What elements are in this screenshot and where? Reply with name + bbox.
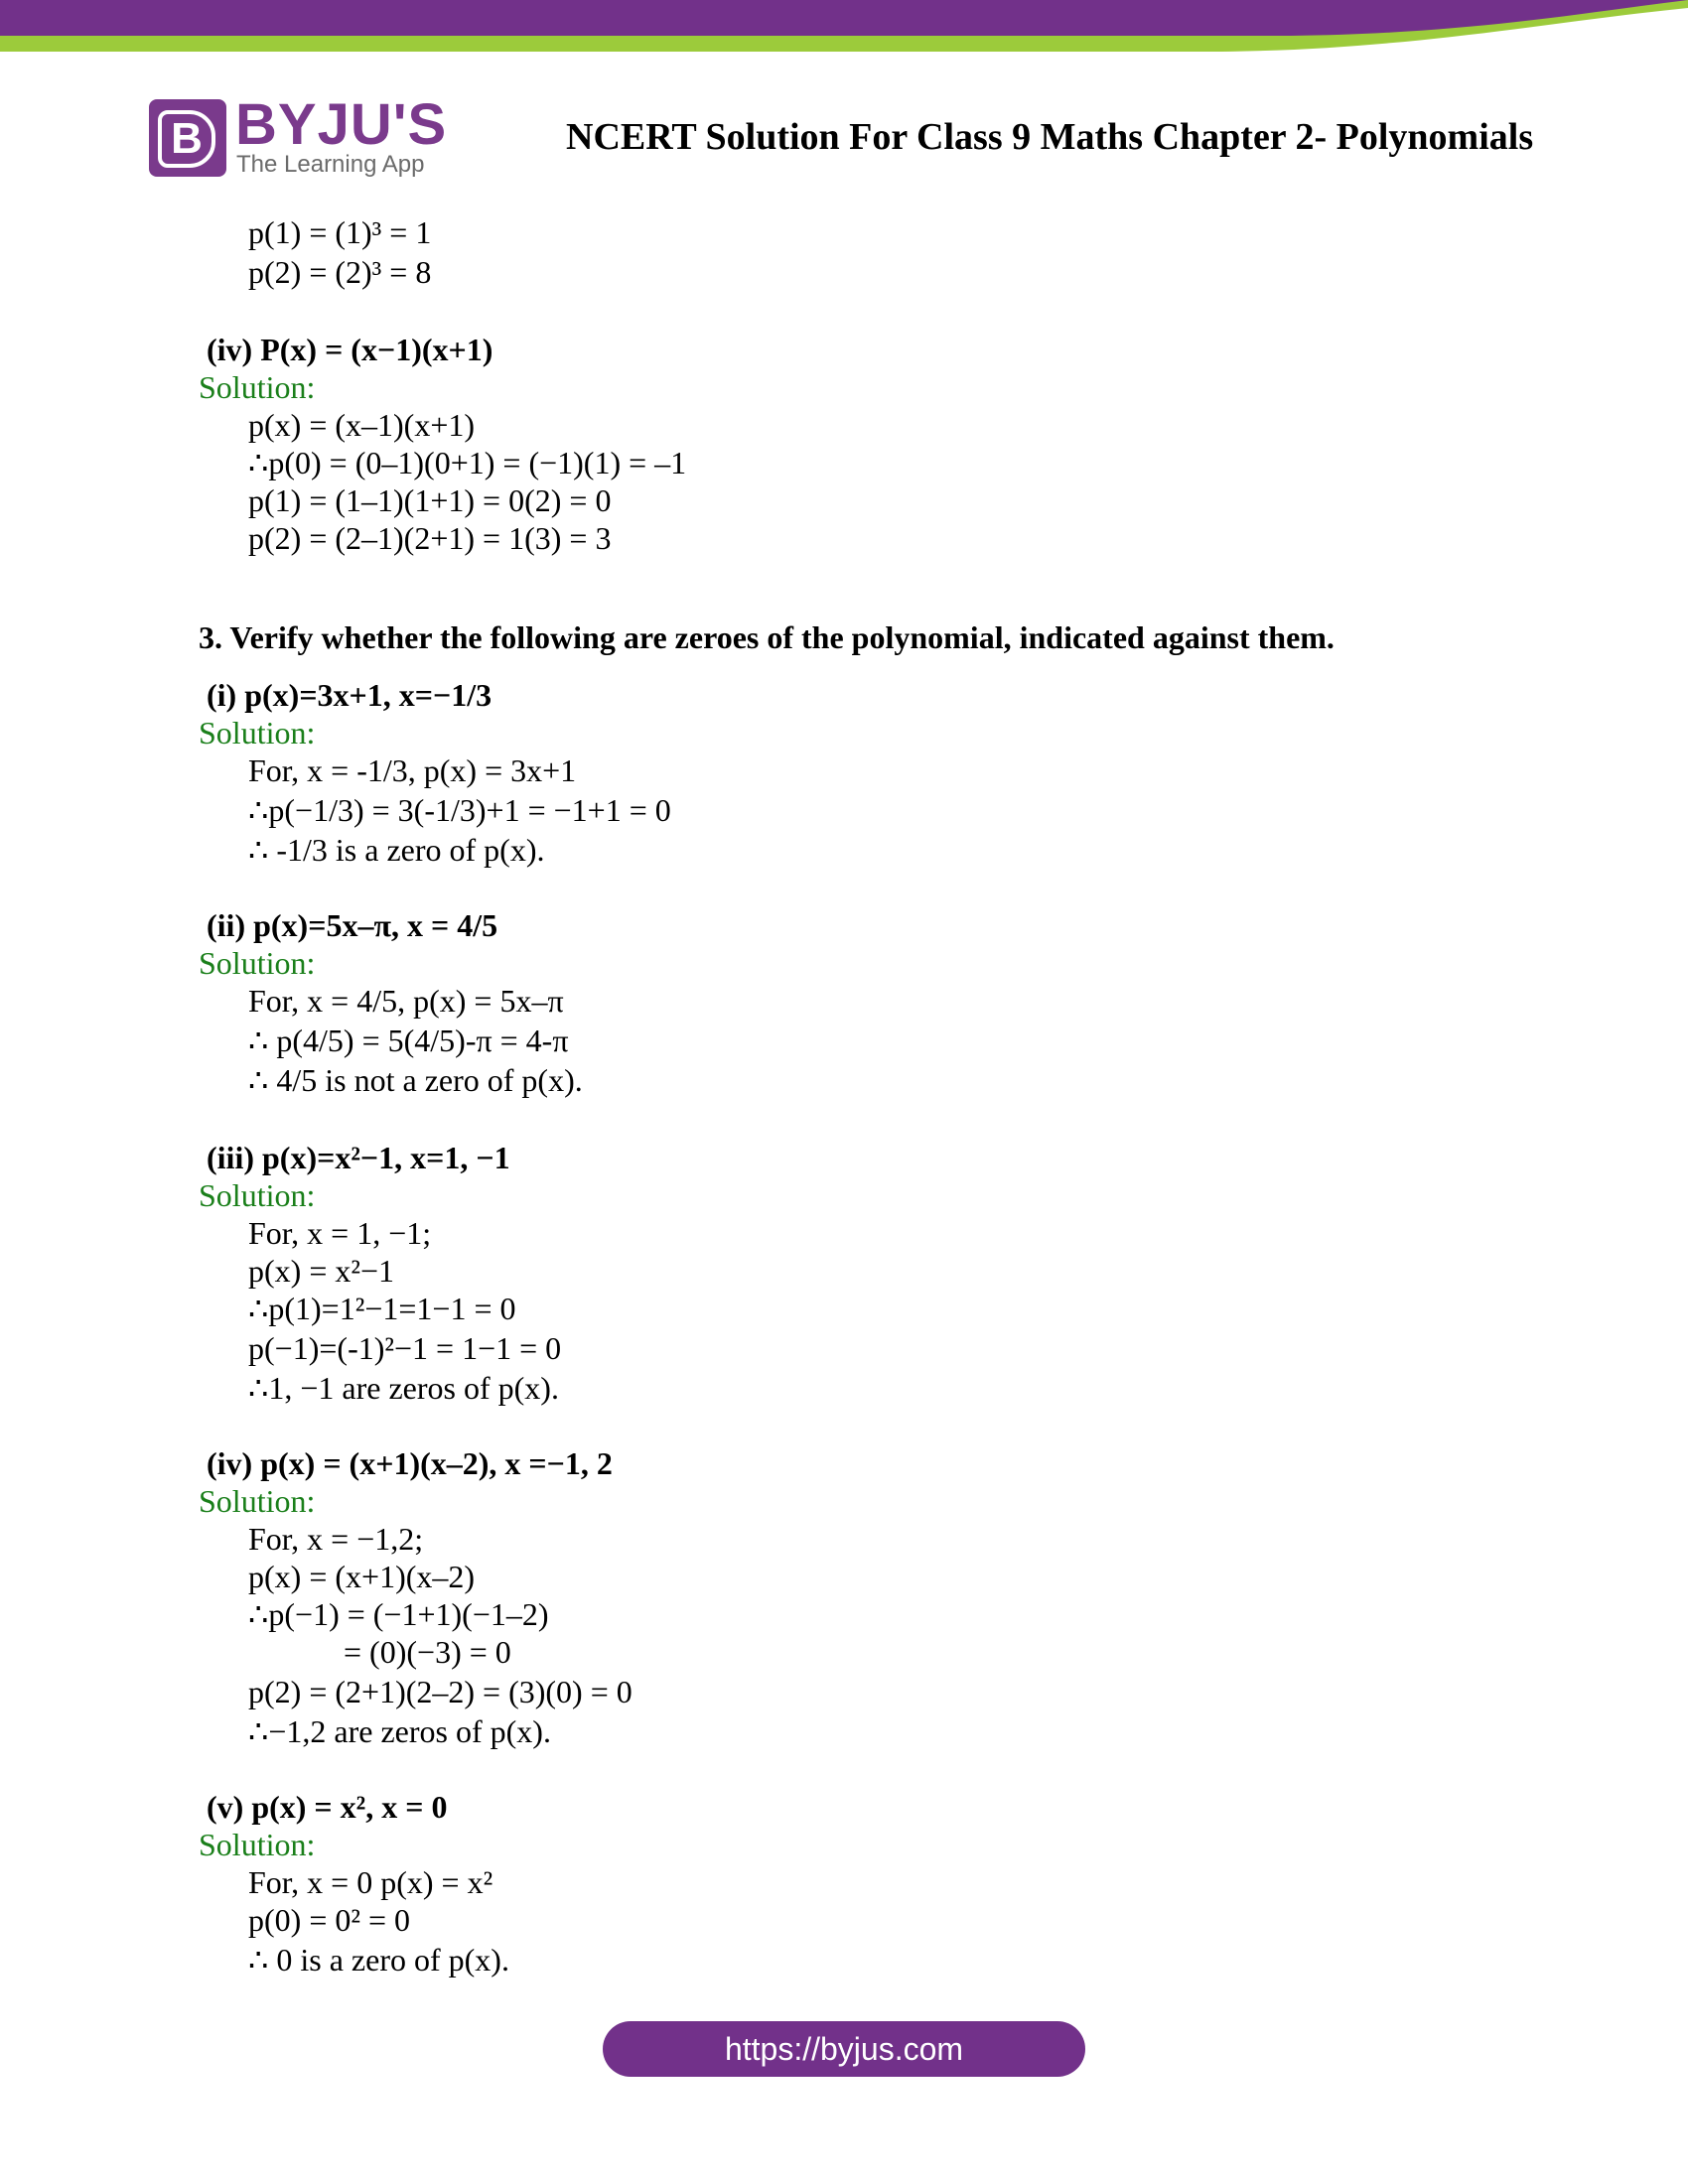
solution-label: Solution: bbox=[199, 1827, 316, 1862]
solution-label: Solution: bbox=[199, 1177, 316, 1213]
doc-line: p(x) = (x+1)(x–2) bbox=[248, 1559, 476, 1594]
question-heading: (v) p(x) = x², x = 0 bbox=[207, 1789, 448, 1825]
doc-line: ∴ 0 is a zero of p(x). bbox=[248, 1942, 509, 1978]
logo-name: BYJU'S bbox=[235, 92, 448, 157]
doc-line: ∴ -1/3 is a zero of p(x). bbox=[248, 832, 545, 868]
doc-line: ∴p(−1/3) = 3(-1/3)+1 = −1+1 = 0 bbox=[248, 792, 671, 828]
doc-line: p(x) = (x–1)(x+1) bbox=[248, 407, 476, 443]
doc-line: p(−1)=(-1)²−1 = 1−1 = 0 bbox=[248, 1330, 562, 1366]
doc-line: ∴−1,2 are zeros of p(x). bbox=[248, 1713, 551, 1749]
doc-line: ∴p(0) = (0–1)(0+1) = (−1)(1) = –1 bbox=[248, 445, 687, 480]
doc-line: ∴1, −1 are zeros of p(x). bbox=[248, 1370, 559, 1406]
doc-line: For, x = 1, −1; bbox=[248, 1215, 432, 1251]
question-heading: (i) p(x)=3x+1, x=−1/3 bbox=[207, 677, 492, 713]
footer-url-link[interactable]: https://byjus.com bbox=[603, 2021, 1085, 2077]
solution-label: Solution: bbox=[199, 945, 316, 981]
doc-line: p(2) = (2+1)(2–2) = (3)(0) = 0 bbox=[248, 1674, 633, 1709]
doc-line: For, x = 4/5, p(x) = 5x–π bbox=[248, 983, 564, 1019]
byjus-logo bbox=[149, 92, 448, 181]
doc-line: p(x) = x²−1 bbox=[248, 1253, 394, 1289]
question-heading: (iv) p(x) = (x+1)(x–2), x =−1, 2 bbox=[207, 1445, 613, 1481]
solution-label: Solution: bbox=[199, 369, 316, 405]
solution-label: Solution: bbox=[199, 715, 316, 751]
solution-label: Solution: bbox=[199, 1483, 316, 1519]
doc-line: p(2) = (2)³ = 8 bbox=[248, 254, 432, 290]
doc-line: ∴p(1)=1²−1=1−1 = 0 bbox=[248, 1291, 516, 1326]
doc-line: p(1) = (1)³ = 1 bbox=[248, 214, 432, 250]
doc-line: ∴p(−1) = (−1+1)(−1–2) bbox=[248, 1596, 549, 1632]
doc-line: ∴ p(4/5) = 5(4/5)-π = 4-π bbox=[248, 1023, 569, 1058]
doc-line: ∴ 4/5 is not a zero of p(x). bbox=[248, 1062, 583, 1098]
section-heading: 3. Verify whether the following are zeroes of the polynomial, indicated against them. bbox=[199, 619, 1335, 655]
doc-line: For, x = −1,2; bbox=[248, 1521, 424, 1557]
byjus-b-logo-icon: B bbox=[149, 99, 226, 177]
page-title: NCERT Solution For Class 9 Maths Chapter 2- Polynomials bbox=[566, 116, 1534, 158]
question-heading: (iv) P(x) = (x−1)(x+1) bbox=[207, 332, 493, 367]
question-heading: (iii) p(x)=x²−1, x=1, −1 bbox=[207, 1140, 510, 1175]
question-heading: (ii) p(x)=5x–π, x = 4/5 bbox=[207, 907, 498, 943]
doc-line: For, x = 0 p(x) = x² bbox=[248, 1864, 493, 1900]
header-decor-band bbox=[0, 0, 1688, 62]
doc-line: p(1) = (1–1)(1+1) = 0(2) = 0 bbox=[248, 482, 612, 518]
logo-tagline: The Learning App bbox=[236, 151, 425, 178]
doc-line: p(2) = (2–1)(2+1) = 1(3) = 3 bbox=[248, 520, 612, 556]
doc-line: For, x = -1/3, p(x) = 3x+1 bbox=[248, 752, 577, 788]
doc-line: = (0)(−3) = 0 bbox=[344, 1634, 511, 1670]
doc-line: p(0) = 0² = 0 bbox=[248, 1902, 410, 1938]
